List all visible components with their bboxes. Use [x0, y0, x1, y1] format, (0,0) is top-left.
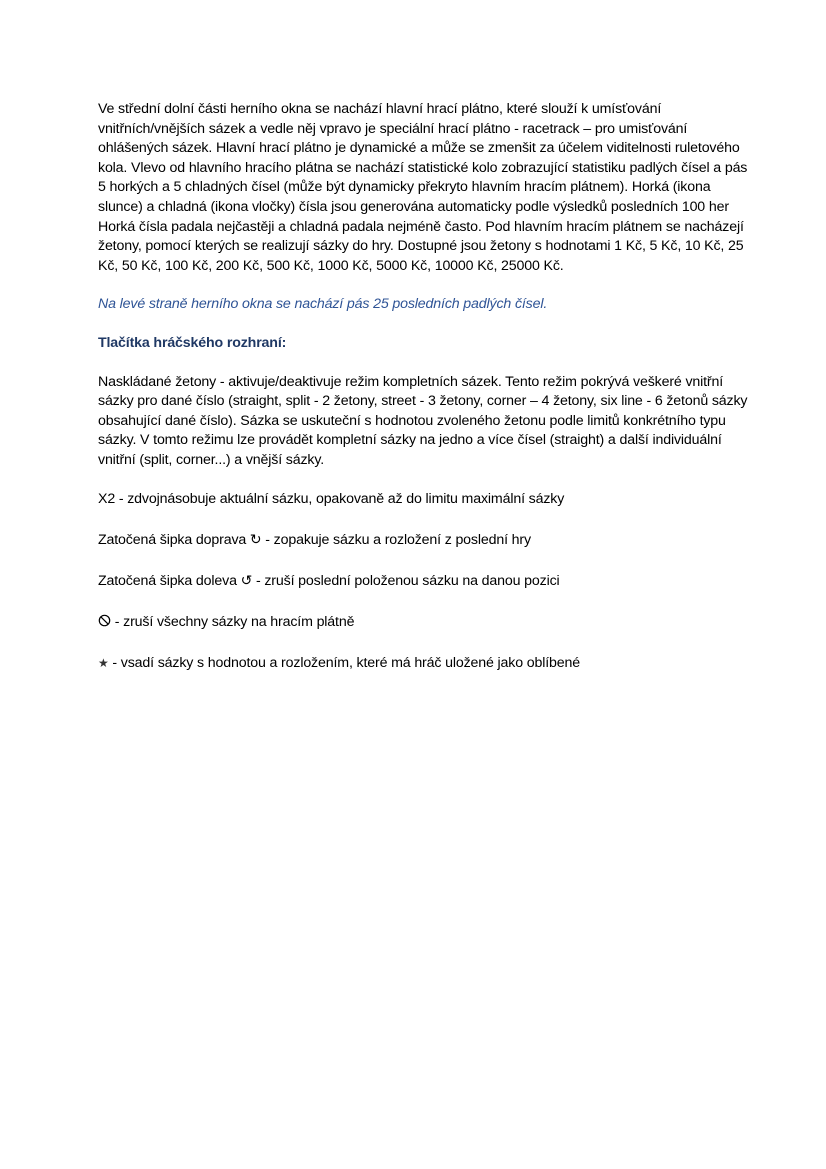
button-desc-text: - zdvojnásobuje aktuální sázku, opakovaně až do limitu maximální sázky — [115, 490, 565, 507]
button-desc-x2 — [98, 490, 758, 510]
stacked-chips-paragraph: Naskládané žetony - aktivuje/deaktivuje režim kompletních sázek. Tento režim pokrývá veškeré vnitřní sázky pro dané číslo (straight, split - 2 žetony, street - 3 žetony, corner – 4 žetony, six line - 6 žetonů sázky obsahující dané číslo). Sázka se uskuteční s hodnotou zvoleného žetonu podle limitů konkrétního typu sázky. V tomto režimu lze provádět kompletní sázky na jedno a více čísel (straight) a další individuální vnitřní (split, corner...) a vnější sázky. — [98, 373, 748, 468]
italic-note: Na levé straně herního okna se nachází pás 25 posledních padlých čísel. — [98, 296, 548, 313]
button-desc-clear — [98, 613, 758, 633]
button-desc-text: - zopakuje sázku a rozložení z poslední hry — [261, 531, 531, 548]
redo-arrow-icon: ↻ — [249, 530, 262, 547]
button-desc-prefix: Zatočená šipka doleva — [98, 572, 241, 589]
button-desc-prefix: Zatočená šipka doprava — [98, 531, 250, 548]
button-desc-favorite — [98, 654, 758, 674]
star-favorite-icon: ★ — [98, 655, 109, 670]
clear-all-icon — [98, 614, 111, 628]
intro-paragraph: Ve střední dolní části herního okna se nachází hlavní hrací plátno, které slouží k umísťování vnitřních/vnějších sázek a vedle něj vpravo je speciální hrací plátno - racetrack – pro umisťování ohlášených sázek. Hlavní hrací plátno je dynamické a může se zmenšit za účelem viditelnosti ruletového kola. Vlevo od hlavního hracího plátna se nachází statistické kolo zobrazující statistiku padlých čísel a pás 5 horkých a 5 chladných čísel (může být dynamicky překryto hlavním hracím plátnem). Horká (ikona slunce) a chladná (ikona vločky) čísla jsou generována automaticky podle výsledků posledních 100 her Horká čísla padala nejčastěji a chladná padala nejméně často. Pod hlavním hracím plátnem se nacházejí žetony, pomocí kterých se realizují sázky do hry. Dostupné jsou žetony s hodnotami 1 Kč, 5 Kč, 10 Kč, 25 Kč, 50 Kč, 100 Kč, 200 Kč, 500 Kč, 1000 Kč, 5000 Kč, 10000 Kč, 25000 Kč. — [98, 101, 748, 274]
section-heading: Tlačítka hráčského rozhraní: — [98, 334, 287, 351]
button-desc-text: - zruší poslední položenou sázku na danou pozici — [252, 572, 560, 589]
button-desc-text: - vsadí sázky s hodnotou a rozložením, které má hráč uložené jako oblíbené — [108, 654, 580, 671]
button-desc-prefix: X2 — [98, 490, 116, 507]
button-desc-text: - zruší všechny sázky na hracím plátně — [111, 613, 355, 630]
button-desc-repeat — [98, 531, 758, 551]
undo-arrow-icon: ↺ — [240, 571, 253, 588]
document-page — [98, 100, 758, 695]
button-desc-undo — [98, 572, 758, 592]
